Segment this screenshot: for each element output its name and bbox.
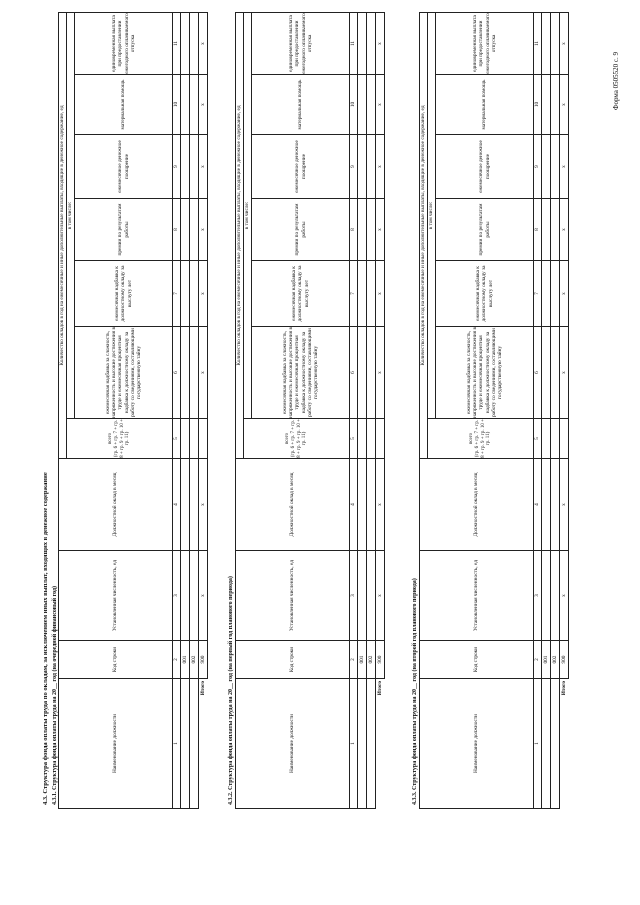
header-total: всего: [108, 432, 113, 445]
col8-cell[interactable]: [367, 199, 376, 261]
salary-cell[interactable]: [181, 459, 190, 551]
x-mark: х: [376, 551, 385, 641]
header-col6: ежемесячная надбавка за сложность, напряженность и высокие достижения в труде и ежемесячная процентная надбавка к должностному окладу за работу со сведениями, составляющими государственную тайну: [436, 327, 534, 419]
header-col9: ежемесячное денежное поощрение: [436, 135, 534, 199]
position-cell[interactable]: [190, 679, 199, 809]
column-number: 4: [173, 459, 181, 551]
header-col10: материальная помощь: [75, 75, 173, 135]
header-position-name: Наименование должности: [59, 679, 173, 809]
form-number: Форма 0505520 с. 9: [612, 51, 620, 110]
column-number: 1: [173, 679, 181, 809]
x-mark: х: [560, 75, 569, 135]
header-col11: единовременная выплата при предоставлении ежегодного оплачиваемого отпуска: [252, 12, 350, 74]
column-number: 10: [534, 75, 542, 135]
position-cell[interactable]: [358, 679, 367, 809]
col8-cell[interactable]: [551, 199, 560, 261]
header-group-title: Количество окладов в год на ежемесячные и иные дополнительные выплаты, входящие в денежное содержание, ед: [236, 12, 244, 458]
row-code: 001: [181, 641, 190, 679]
salary-cell[interactable]: [367, 459, 376, 551]
column-number: 2: [350, 641, 358, 679]
col7-cell[interactable]: [181, 261, 190, 327]
header-col7: ежемесячная надбавка к должностному окладу за выслугу лет: [436, 261, 534, 327]
col10-cell[interactable]: [367, 75, 376, 135]
column-number: 5: [173, 419, 181, 459]
x-mark: х: [199, 327, 208, 419]
header-col9: ежемесячное денежное поощрение: [252, 135, 350, 199]
x-mark: х: [376, 261, 385, 327]
position-cell[interactable]: [367, 679, 376, 809]
column-number: 8: [350, 199, 358, 261]
row-code: 002: [551, 641, 560, 679]
column-number: 3: [350, 551, 358, 641]
total-cell[interactable]: [551, 419, 560, 459]
position-cell[interactable]: [542, 679, 551, 809]
column-number: 9: [534, 135, 542, 199]
x-mark: х: [199, 135, 208, 199]
total-cell[interactable]: [367, 419, 376, 459]
x-mark: х: [199, 261, 208, 327]
x-mark: х: [199, 551, 208, 641]
col7-cell[interactable]: [551, 261, 560, 327]
itogo-code: 900: [199, 641, 208, 679]
header-col8: премии по результатам работы: [252, 199, 350, 261]
column-number: 8: [173, 199, 181, 261]
col8-cell[interactable]: [358, 199, 367, 261]
header-total-formula: (гр. 6 + гр. 7 + гр. 8 + гр. 9 + гр. 10 + гр. 11): [113, 419, 131, 458]
col6-cell[interactable]: [542, 327, 551, 419]
x-mark: х: [376, 75, 385, 135]
col9-cell[interactable]: [181, 135, 190, 199]
headcount-cell[interactable]: [542, 551, 551, 641]
col9-cell[interactable]: [367, 135, 376, 199]
header-col8: премии по результатам работы: [436, 199, 534, 261]
header-position-name: Наименование должности: [420, 679, 534, 809]
header-including: в том числе:: [428, 12, 436, 418]
header-col6: ежемесячная надбавка за сложность, напряженность и высокие достижения в труде и ежемесячная процентная надбавка к должностному окладу за работу со сведениями, составляющими государственную тайну: [75, 327, 173, 419]
salary-cell[interactable]: [551, 459, 560, 551]
header-headcount: Установленная численность, ед: [59, 551, 173, 641]
col9-cell[interactable]: [358, 135, 367, 199]
col9-cell[interactable]: [190, 135, 199, 199]
x-mark: х: [560, 261, 569, 327]
salary-cell[interactable]: [190, 459, 199, 551]
row-code: 001: [542, 641, 551, 679]
total-cell[interactable]: [542, 419, 551, 459]
column-number: 7: [173, 261, 181, 327]
fot-structure-table-3: [419, 12, 569, 809]
header-group-title: Количество окладов в год на ежемесячные и иные дополнительные выплаты, входящие в денежное содержание, ед: [59, 12, 67, 458]
position-cell[interactable]: [181, 679, 190, 809]
table-title-3: 4.3.3. Структура фонда оплаты труда на 20__ год (на второй год планового периода): [412, 578, 418, 805]
x-mark: х: [199, 12, 208, 74]
table-title-1: 4.3.1. Структура фонда оплаты труда на 20__ год (на очередной финансовый год): [52, 585, 58, 805]
column-number: 4: [350, 459, 358, 551]
col6-cell[interactable]: [181, 327, 190, 419]
header-salary: Должностной оклад в месяц: [59, 459, 173, 551]
x-mark: х: [376, 459, 385, 551]
x-mark: х: [376, 327, 385, 419]
itogo-total-cell[interactable]: [376, 419, 385, 459]
x-mark: х: [199, 459, 208, 551]
itogo-label: Итого: [200, 681, 207, 696]
salary-cell[interactable]: [542, 459, 551, 551]
header-col6: ежемесячная надбавка за сложность, напряженность и высокие достижения в труде и ежемесячная процентная надбавка к должностному окладу за работу со сведениями, составляющими государственную тайну: [252, 327, 350, 419]
column-number: 2: [173, 641, 181, 679]
col10-cell[interactable]: [551, 75, 560, 135]
header-col11: единовременная выплата при предоставлении ежегодного оплачиваемого отпуска: [75, 12, 173, 74]
column-number: 6: [350, 327, 358, 419]
col11-cell[interactable]: [358, 12, 367, 74]
position-cell[interactable]: [551, 679, 560, 809]
header-col11: единовременная выплата при предоставлении ежегодного оплачиваемого отпуска: [436, 12, 534, 74]
header-position-name: Наименование должности: [236, 679, 350, 809]
headcount-cell[interactable]: [367, 551, 376, 641]
col11-cell[interactable]: [181, 12, 190, 74]
headcount-cell[interactable]: [358, 551, 367, 641]
row-code: 002: [190, 641, 199, 679]
header-total: всего: [469, 432, 474, 445]
col7-cell[interactable]: [190, 261, 199, 327]
col7-cell[interactable]: [367, 261, 376, 327]
header-headcount: Установленная численность, ед: [236, 551, 350, 641]
col6-cell[interactable]: [551, 327, 560, 419]
header-row-code: Код строки: [59, 641, 173, 679]
col8-cell[interactable]: [181, 199, 190, 261]
header-total-cell: [67, 419, 173, 459]
total-cell[interactable]: [358, 419, 367, 459]
total-cell[interactable]: [181, 419, 190, 459]
x-mark: х: [199, 199, 208, 261]
col10-cell[interactable]: [190, 75, 199, 135]
row-code: 001: [358, 641, 367, 679]
x-mark: х: [560, 327, 569, 419]
itogo-code: 900: [376, 641, 385, 679]
x-mark: х: [199, 75, 208, 135]
header-total-cell: [244, 419, 350, 459]
header-including: в том числе:: [244, 12, 252, 418]
col6-cell[interactable]: [358, 327, 367, 419]
header-total-cell: [428, 419, 534, 459]
row-code: 002: [367, 641, 376, 679]
header-total-formula: (гр. 6 + гр. 7 + гр. 8 + гр. 9 + гр. 10 + гр. 11): [474, 419, 492, 458]
column-number: 2: [534, 641, 542, 679]
col10-cell[interactable]: [358, 75, 367, 135]
x-mark: х: [560, 551, 569, 641]
header-salary: Должностной оклад в месяц: [420, 459, 534, 551]
x-mark: х: [376, 199, 385, 261]
header-col7: ежемесячная надбавка к должностному окладу за выслугу лет: [75, 261, 173, 327]
col11-cell[interactable]: [542, 12, 551, 74]
column-number: 7: [534, 261, 542, 327]
col10-cell[interactable]: [542, 75, 551, 135]
column-number: 3: [173, 551, 181, 641]
itogo-label: Итого: [561, 681, 568, 696]
salary-cell[interactable]: [358, 459, 367, 551]
col11-cell[interactable]: [551, 12, 560, 74]
header-headcount: Установленная численность, ед: [420, 551, 534, 641]
header-total-formula: (гр. 6 + гр. 7 + гр. 8 + гр. 9 + гр. 10 + гр. 11): [290, 419, 308, 458]
column-number: 7: [350, 261, 358, 327]
x-mark: х: [376, 12, 385, 74]
header-row-code: Код строки: [236, 641, 350, 679]
col9-cell[interactable]: [551, 135, 560, 199]
fot-structure-table-1: [58, 12, 208, 809]
col11-cell[interactable]: [190, 12, 199, 74]
x-mark: х: [560, 459, 569, 551]
column-number: 1: [350, 679, 358, 809]
x-mark: х: [376, 135, 385, 199]
header-salary: Должностной оклад в месяц: [236, 459, 350, 551]
header-col10: материальная помощь: [252, 75, 350, 135]
col7-cell[interactable]: [542, 261, 551, 327]
header-col10: материальная помощь: [436, 75, 534, 135]
col8-cell[interactable]: [190, 199, 199, 261]
column-number: 9: [173, 135, 181, 199]
total-cell[interactable]: [190, 419, 199, 459]
table-title-2: 4.3.2. Структура фонда оплаты труда на 20__ год (на первый год планового периода): [228, 576, 234, 805]
headcount-cell[interactable]: [551, 551, 560, 641]
col6-cell[interactable]: [190, 327, 199, 419]
header-total: всего: [285, 432, 290, 445]
column-number: 11: [173, 12, 181, 74]
col10-cell[interactable]: [181, 75, 190, 135]
headcount-cell[interactable]: [190, 551, 199, 641]
headcount-cell[interactable]: [181, 551, 190, 641]
header-col8: премии по результатам работы: [75, 199, 173, 261]
column-number: 11: [534, 12, 542, 74]
column-number: 6: [534, 327, 542, 419]
col7-cell[interactable]: [358, 261, 367, 327]
column-number: 1: [534, 679, 542, 809]
col6-cell[interactable]: [367, 327, 376, 419]
column-number: 4: [534, 459, 542, 551]
header-col7: ежемесячная надбавка к должностному окладу за выслугу лет: [252, 261, 350, 327]
column-number: 10: [350, 75, 358, 135]
col11-cell[interactable]: [367, 12, 376, 74]
column-number: 8: [534, 199, 542, 261]
header-row-code: Код строки: [420, 641, 534, 679]
column-number: 11: [350, 12, 358, 74]
column-number: 10: [173, 75, 181, 135]
itogo-total-cell[interactable]: [199, 419, 208, 459]
col8-cell[interactable]: [542, 199, 551, 261]
header-group-title: Количество окладов в год на ежемесячные и иные дополнительные выплаты, входящие в денежное содержание, ед: [420, 12, 428, 458]
column-number: 9: [350, 135, 358, 199]
column-number: 6: [173, 327, 181, 419]
column-number: 3: [534, 551, 542, 641]
column-number: 5: [350, 419, 358, 459]
itogo-label: Итого: [377, 681, 384, 696]
fot-structure-table-2: [235, 12, 385, 809]
itogo-total-cell[interactable]: [560, 419, 569, 459]
col9-cell[interactable]: [542, 135, 551, 199]
column-number: 5: [534, 419, 542, 459]
header-col9: ежемесячное денежное поощрение: [75, 135, 173, 199]
x-mark: х: [560, 135, 569, 199]
x-mark: х: [560, 199, 569, 261]
header-including: в том числе:: [67, 12, 75, 418]
x-mark: х: [560, 12, 569, 74]
itogo-code: 900: [560, 641, 569, 679]
section-title: 4.3. Структура фонда оплаты труда по окладам, за исключением иных выплат, входящих в денежное содержание: [42, 472, 49, 805]
